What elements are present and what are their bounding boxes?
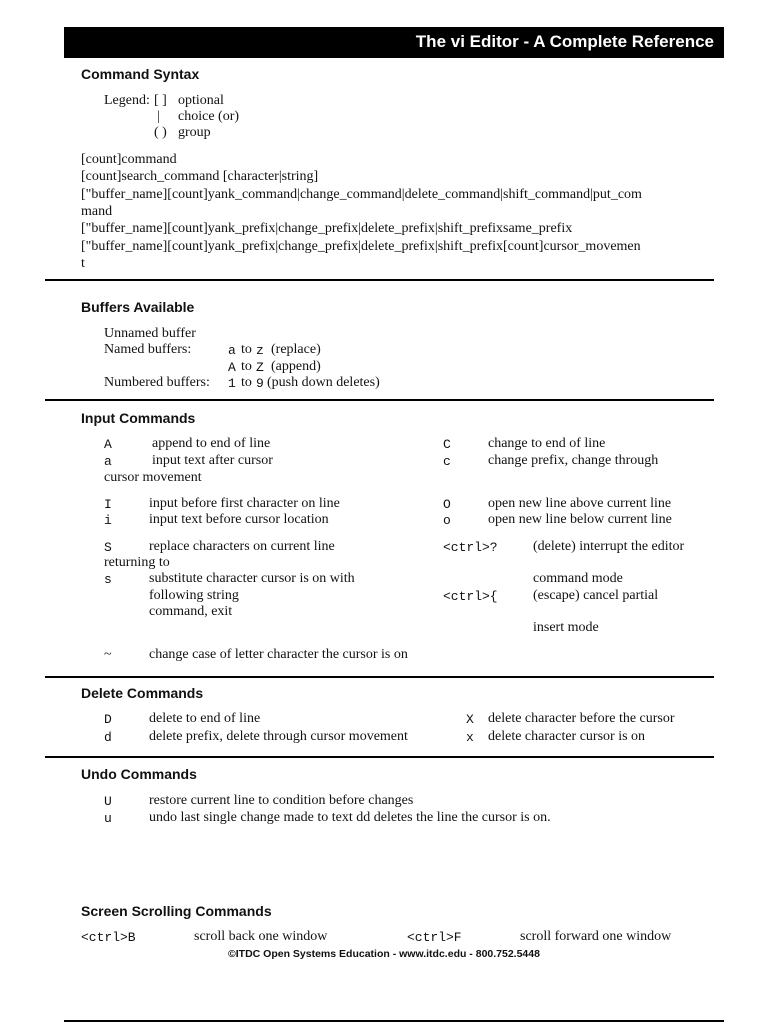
syntax-line: [count]search_command [character|string] (81, 169, 319, 184)
buffer-range-from: A (228, 360, 236, 375)
command-key: X (466, 712, 474, 727)
command-desc: delete to end of line (149, 711, 261, 726)
section-divider (45, 676, 714, 678)
command-desc: restore current line to condition before changes (149, 793, 414, 808)
syntax-line: ["buffer_name][count]yank_command|change_command|delete_command|shift_command|put_com (81, 187, 642, 202)
command-key: D (104, 712, 112, 727)
command-desc: scroll forward one window (520, 929, 672, 944)
command-key: S (104, 540, 112, 555)
command-desc: input before first character on line (149, 496, 340, 511)
command-desc: replace characters on current line (149, 539, 335, 554)
command-desc: input text before cursor location (149, 512, 329, 527)
syntax-line: t (81, 256, 85, 271)
command-key: <ctrl>{ (443, 589, 498, 604)
command-desc: delete character before the cursor (488, 711, 675, 726)
command-desc: input text after cursor (152, 453, 273, 468)
section-title-command-syntax: Command Syntax (81, 66, 200, 82)
buffer-range-note: (replace) (271, 342, 321, 357)
command-desc: open new line below current line (488, 512, 672, 527)
section-title-buffers: Buffers Available (81, 299, 195, 315)
legend-symbol: | (157, 109, 160, 124)
command-key: i (104, 513, 112, 528)
command-desc: change to end of line (488, 436, 606, 451)
section-title-input-commands: Input Commands (81, 410, 196, 426)
buffer-range-to: 9 (256, 376, 264, 391)
buffer-range-to: z (256, 343, 264, 358)
buffer-range-note: (append) (271, 359, 321, 374)
unnamed-buffer-label: Unnamed buffer (104, 326, 196, 341)
section-divider (45, 279, 714, 281)
command-key: O (443, 497, 451, 512)
command-key: U (104, 794, 112, 809)
buffer-range-to-word: to (241, 359, 252, 374)
command-desc: substitute character cursor is on with (149, 571, 355, 586)
command-desc-continued: command mode (533, 571, 623, 586)
command-desc: (escape) cancel partial (533, 588, 659, 603)
named-buffers-label: Named buffers: (104, 342, 192, 357)
section-title-delete-commands: Delete Commands (81, 685, 204, 701)
command-desc-continued: cursor movement (104, 470, 202, 485)
section-title-undo-commands: Undo Commands (81, 766, 197, 782)
command-key: <ctrl>B (81, 930, 136, 945)
command-key: <ctrl>? (443, 540, 498, 555)
command-key: u (104, 811, 112, 826)
command-key: <ctrl>F (407, 930, 462, 945)
command-desc: append to end of line (152, 436, 271, 451)
command-desc: change case of letter character the cursor is on (149, 647, 408, 662)
command-desc: delete prefix, delete through cursor movement (149, 729, 408, 744)
command-key: c (443, 454, 451, 469)
buffer-range-to-word: to (241, 342, 252, 357)
command-key: a (104, 454, 112, 469)
command-key: d (104, 730, 112, 745)
command-desc-continued: insert mode (533, 620, 599, 635)
command-desc: change prefix, change through (488, 453, 659, 468)
command-key: A (104, 437, 112, 452)
command-key: o (443, 513, 451, 528)
buffer-range-from: a (228, 343, 236, 358)
legend-meaning: group (178, 125, 211, 140)
legend-symbol: [ ] (154, 93, 167, 108)
document-title: The vi Editor - A Complete Reference (415, 32, 714, 51)
command-desc: open new line above current line (488, 496, 672, 511)
command-desc: delete character cursor is on (488, 729, 646, 744)
syntax-line: [count]command (81, 152, 177, 167)
header-bar (64, 27, 724, 58)
section-divider (45, 399, 714, 401)
buffer-range-from: 1 (228, 376, 236, 391)
command-key: C (443, 437, 451, 452)
section-divider (45, 756, 714, 758)
command-desc: scroll back one window (194, 929, 328, 944)
bottom-rule (64, 1020, 724, 1022)
command-desc: (delete) interrupt the editor (533, 539, 685, 554)
legend-symbol: ( ) (154, 125, 167, 140)
command-key: I (104, 497, 112, 512)
legend-meaning: optional (178, 93, 224, 108)
command-key: s (104, 572, 112, 587)
footer-copyright: ©ITDC Open Systems Education - www.itdc.edu - 800.752.5448 (228, 948, 540, 960)
syntax-line: mand (81, 204, 113, 219)
command-key: ~ (104, 647, 112, 662)
numbered-buffers-label: Numbered buffers: (104, 375, 210, 390)
buffer-range-to: Z (256, 360, 264, 375)
section-title-screen-scrolling: Screen Scrolling Commands (81, 903, 272, 919)
legend-meaning: choice (or) (178, 109, 240, 124)
syntax-line: ["buffer_name][count]yank_prefix|change_prefix|delete_prefix|shift_prefixsame_prefix (81, 221, 573, 236)
buffer-range-to-word: to (241, 375, 252, 390)
command-desc: undo last single change made to text dd deletes the line the cursor is on. (149, 810, 551, 825)
buffer-range-note: (push down deletes) (267, 375, 380, 390)
syntax-line: ["buffer_name][count]yank_prefix|change_prefix|delete_prefix|shift_prefix[count]cursor_movemen (81, 239, 641, 254)
legend-label: Legend: (104, 93, 150, 108)
command-desc-continued: following string (149, 588, 239, 603)
command-desc-continued: returning to (104, 555, 170, 570)
command-key: x (466, 730, 474, 745)
command-desc-continued: command, exit (149, 604, 233, 619)
